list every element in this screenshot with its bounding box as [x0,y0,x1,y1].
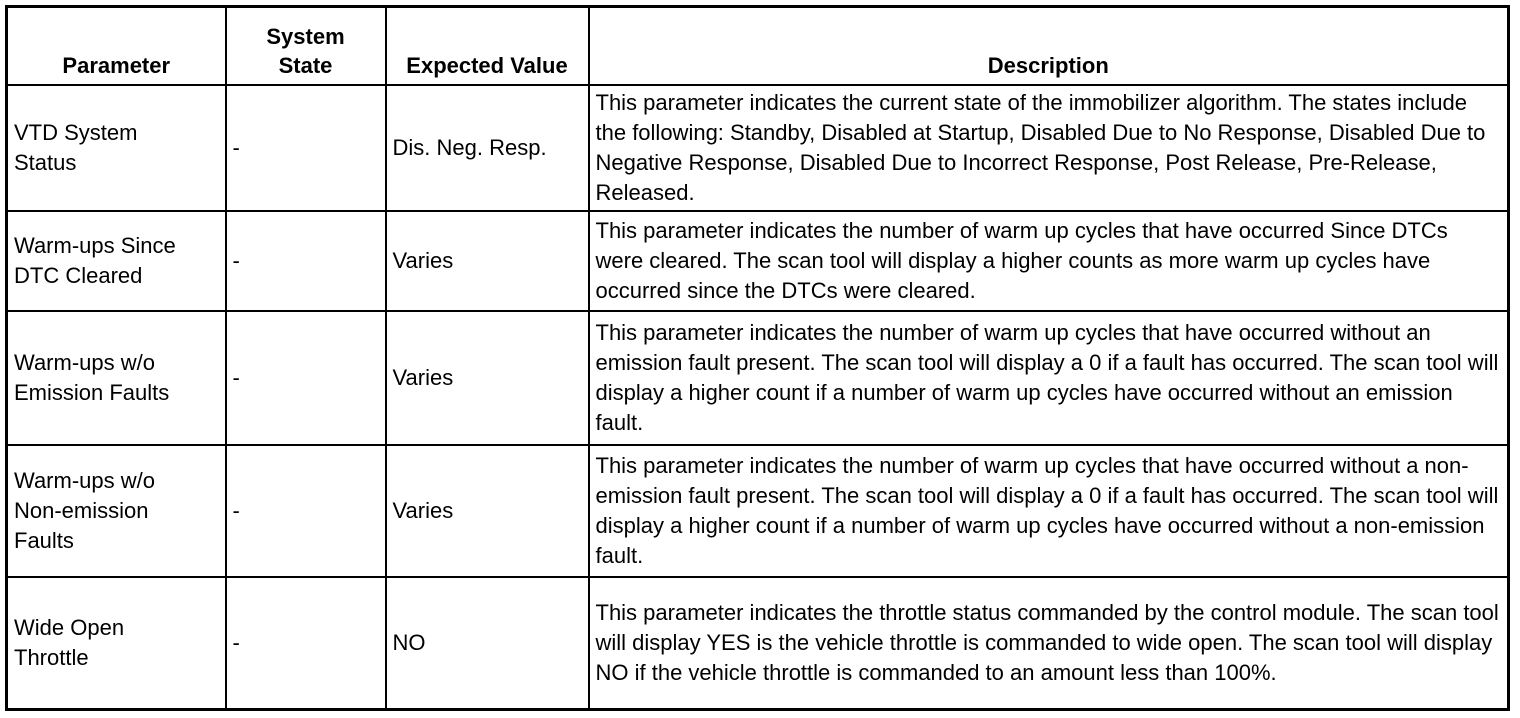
system-state-cell: - [226,311,386,445]
parameter-line: Warm-ups w/o [14,468,155,494]
table-row [7,445,1509,577]
expected-value-cell: Varies [386,445,589,577]
system-state-cell: - [226,577,386,709]
table-row [7,85,1509,211]
parameter-line: Warm-ups Since [14,232,176,258]
expected-value-cell: Varies [386,211,589,311]
header-system-state-line1: System [266,23,345,49]
description-cell: This parameter indicates the number of warm up cycles that have occurred without an emission fault present. The scan tool will display a 0 if a fault has occurred. The scan tool will display a higher count if a number of warm up cycles have occurred without an emission fault. [589,311,1509,445]
description-cell: This parameter indicates the current state of the immobilizer algorithm. The states include the following: Standby, Disabled at Startup, Disabled Due to No Response, Disabled Due to Negative Response, Disabled Due to Incorrect Response, Post Release, Pre-Release, Released. [589,85,1509,211]
parameter-line: Throttle [14,645,89,671]
parameter-line: Non-emission [14,498,149,524]
header-system-state [226,7,386,85]
parameter-line: VTD System [14,119,138,145]
parameter-line: Status [14,149,77,175]
parameter-table [5,5,1510,711]
description-cell: This parameter indicates the throttle status commanded by the control module. The scan tool will display YES is the vehicle throttle is commanded to wide open. The scan tool will display NO if the vehicle throttle is commanded to an amount less than 100%. [589,577,1509,709]
table-header-row [7,7,1509,85]
description-cell: This parameter indicates the number of warm up cycles that have occurred Since DTCs were cleared. The scan tool will display a higher counts as more warm up cycles have occurred since the DTCs were cleared. [589,211,1509,311]
parameter-table-container [5,5,1507,711]
header-parameter: Parameter [7,7,226,85]
parameter-cell [7,311,226,445]
parameter-cell [7,577,226,709]
parameter-cell [7,85,226,211]
parameter-cell [7,445,226,577]
parameter-line: Emission Faults [14,379,170,405]
header-expected-value: Expected Value [386,7,589,85]
parameter-line: DTC Cleared [14,262,143,288]
description-cell: This parameter indicates the number of warm up cycles that have occurred without a non-emission fault present. The scan tool will display a 0 if a fault has occurred. The scan tool will display a higher count if a number of warm up cycles have occurred without a non-emission fault. [589,445,1509,577]
parameter-line: Faults [14,528,74,554]
expected-value-cell: NO [386,577,589,709]
expected-value-cell: Varies [386,311,589,445]
table-row [7,311,1509,445]
table-row [7,577,1509,709]
system-state-cell: - [226,445,386,577]
header-description: Description [589,7,1509,85]
table-row [7,211,1509,311]
parameter-line: Wide Open [14,615,125,641]
expected-value-cell: Dis. Neg. Resp. [386,85,589,211]
system-state-cell: - [226,85,386,211]
system-state-cell: - [226,211,386,311]
header-system-state-line2: State [278,52,333,78]
parameter-line: Warm-ups w/o [14,349,155,375]
parameter-cell [7,211,226,311]
